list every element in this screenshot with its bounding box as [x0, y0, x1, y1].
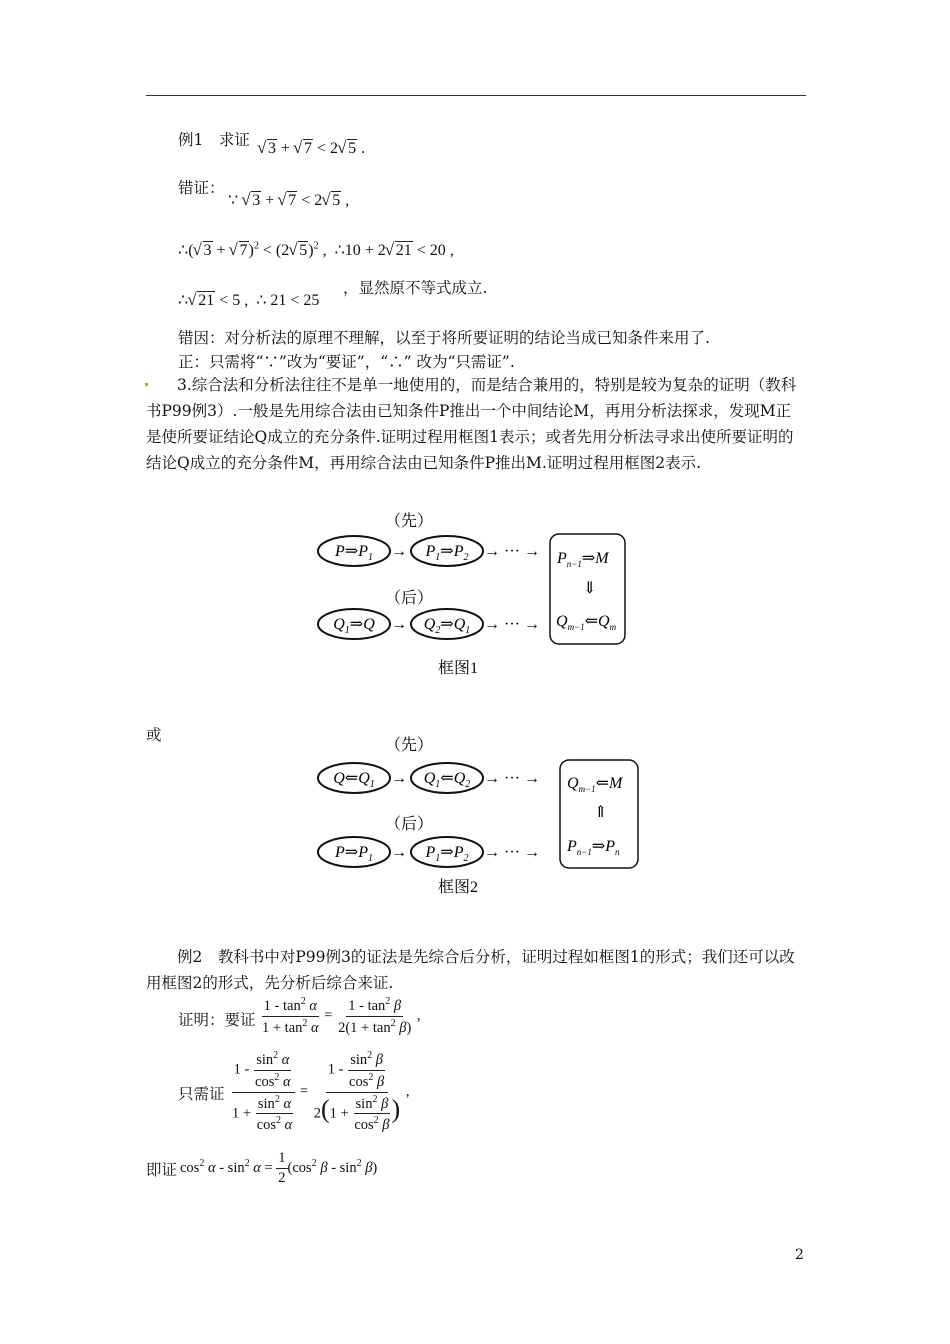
diagram2-arrow-2: → — [391, 844, 407, 861]
example2-intro: 例2 教科书中对P99例3的证法是先综合后分析，证明过程如框图1的形式；我们还可以改用框图2的形式，先分析后综合来证. — [146, 948, 795, 992]
error-reason: 错因：对分析法的原理不理解，以至于将所要证明的结论当成已知条件来用了. — [178, 329, 710, 347]
example1-label: 例1 求证 — [178, 131, 250, 149]
wrong-proof-conclusion: ，显然原不等式成立. — [343, 279, 488, 297]
diagram1-box-arrow: ⇓ — [583, 580, 597, 597]
diagram1-node-p-p1-text: $P\Rightarrow P_1$ — [335, 543, 373, 563]
diagram1-node-q2-q1-text: $Q_2\Rightarrow Q_1$ — [423, 616, 471, 636]
diagram1-node-q1-q-text: $Q_1\Rightarrow Q$ — [333, 616, 375, 636]
diagram1-node-p1-p2-text: $P_1\Rightarrow P_2$ — [425, 543, 469, 563]
diagram2-later-label: （后） — [385, 816, 434, 833]
or-text: 或 — [146, 726, 162, 744]
diagram2-caption: 框图2 — [438, 879, 479, 896]
diagram1-arrow-2: → — [391, 616, 407, 633]
diagram1-box-top: $P_{n-1}\Rightarrow M$ — [557, 550, 609, 569]
diagram2-first-label: （先） — [385, 737, 434, 754]
diagram2-box-top: $Q_{m-1}⇐M$ — [567, 775, 623, 794]
correction: 正：只需将“∵”改为“要证”，“∴” 改为“只需证”. — [178, 353, 515, 371]
diagram2-arrow-1: → — [391, 770, 407, 787]
header-rule — [146, 95, 806, 96]
flow-diagram-1 — [300, 500, 650, 685]
diagram2-node-p-p1-text: $P\Rightarrow P_1$ — [335, 844, 373, 864]
proof-equation-2: 1 - $\frac{\sin^2 \alpha}{\cos^2 \alpha}$ 1 + $\frac{\sin^2 \alpha}{\cos^2 \alpha}$ = 1 - $\frac{\sin^2 \beta}{\cos^2 \beta}$ 2(1 + $\frac{\sin^2 \beta}{\cos^2 \beta}$ ) , — [232, 1050, 410, 1134]
diagram2-dots-bottom: → ··· → — [484, 844, 540, 861]
diagram1-box-bottom: $Q_{m-1}⇐Q_m$ — [556, 613, 617, 632]
diagram1-dots-bottom: → ··· → — [484, 616, 540, 633]
diagram1-arrow-1: → — [391, 543, 407, 560]
wrong-proof-line3: ∴√ 21 < 5 , ∴ 21 < 25 — [178, 290, 319, 310]
diagram1-first-label: （先） — [385, 513, 434, 530]
diagram2-node-q-q1-text: $Q⇐Q_1$ — [333, 770, 375, 790]
diagram2-box-arrow: ⇑ — [594, 804, 608, 821]
proof-equation-1: $\frac{1 - \tan^2 \alpha}{1 + \tan^2 \alpha}$ = $\frac{1 - \tan^2 \beta}{2(1 + \tan^2 \beta)}$ , — [262, 996, 421, 1036]
proof-label: 证明：要证 — [178, 1011, 256, 1029]
diagram1-caption: 框图1 — [438, 660, 479, 677]
diagram2-dots-top: → ··· → — [484, 770, 540, 787]
example1-claim: √ 3 + √ 7 < 2√ 5 . — [258, 140, 365, 158]
diagram1-dots-top: → ··· → — [484, 543, 540, 560]
diagram2-box-bottom: $P_{n-1}\Rightarrow P_n$ — [567, 838, 620, 857]
section3-paragraph: 3.综合法和分析法往往不是单一地使用的，而是结合兼用的，特别是较为复杂的证明（教科书P99例3）.一般是先用综合法由已知条件P推出一个中间结论M，再用分析法探求，发现M正是使所要证结论Q成立的充分条件.证明过程用框图1表示；或者先用分析法寻求出使所要证明的结论Q成立的充分条件M，再用综合法由已知条件P推出M.证明过程用框图2表示. — [146, 376, 797, 472]
wrong-proof-line1: ∵ √ 3 + √ 7 < 2√ 5 , — [228, 190, 349, 210]
wrong-proof-line2: ∴(√ 3 + √ 7)$^2$ < (2√ 5)$^2$ , ∴10 + 2√ 21 < 20 , — [178, 240, 454, 260]
proof-equation-3: $\cos^2 \alpha - \sin^2 \alpha$ = $\frac{1}{2}$ ($\cos^2$ β - $\sin^2 \beta$) — [180, 1150, 378, 1186]
wrong-proof-label: 错证： — [178, 179, 225, 197]
diagram2-node-q1-q2-text: $Q_1⇐Q_2$ — [423, 770, 471, 790]
diagram1-later-label: （后） — [385, 590, 434, 607]
flow-diagram-2 — [300, 728, 650, 900]
ie-label: 即证 — [146, 1161, 178, 1179]
diagram2-node-p1-p2-text: $P_1\Rightarrow P_2$ — [425, 844, 469, 864]
page-number: 2 — [795, 1247, 804, 1263]
need-label: 只需证 — [178, 1085, 225, 1103]
